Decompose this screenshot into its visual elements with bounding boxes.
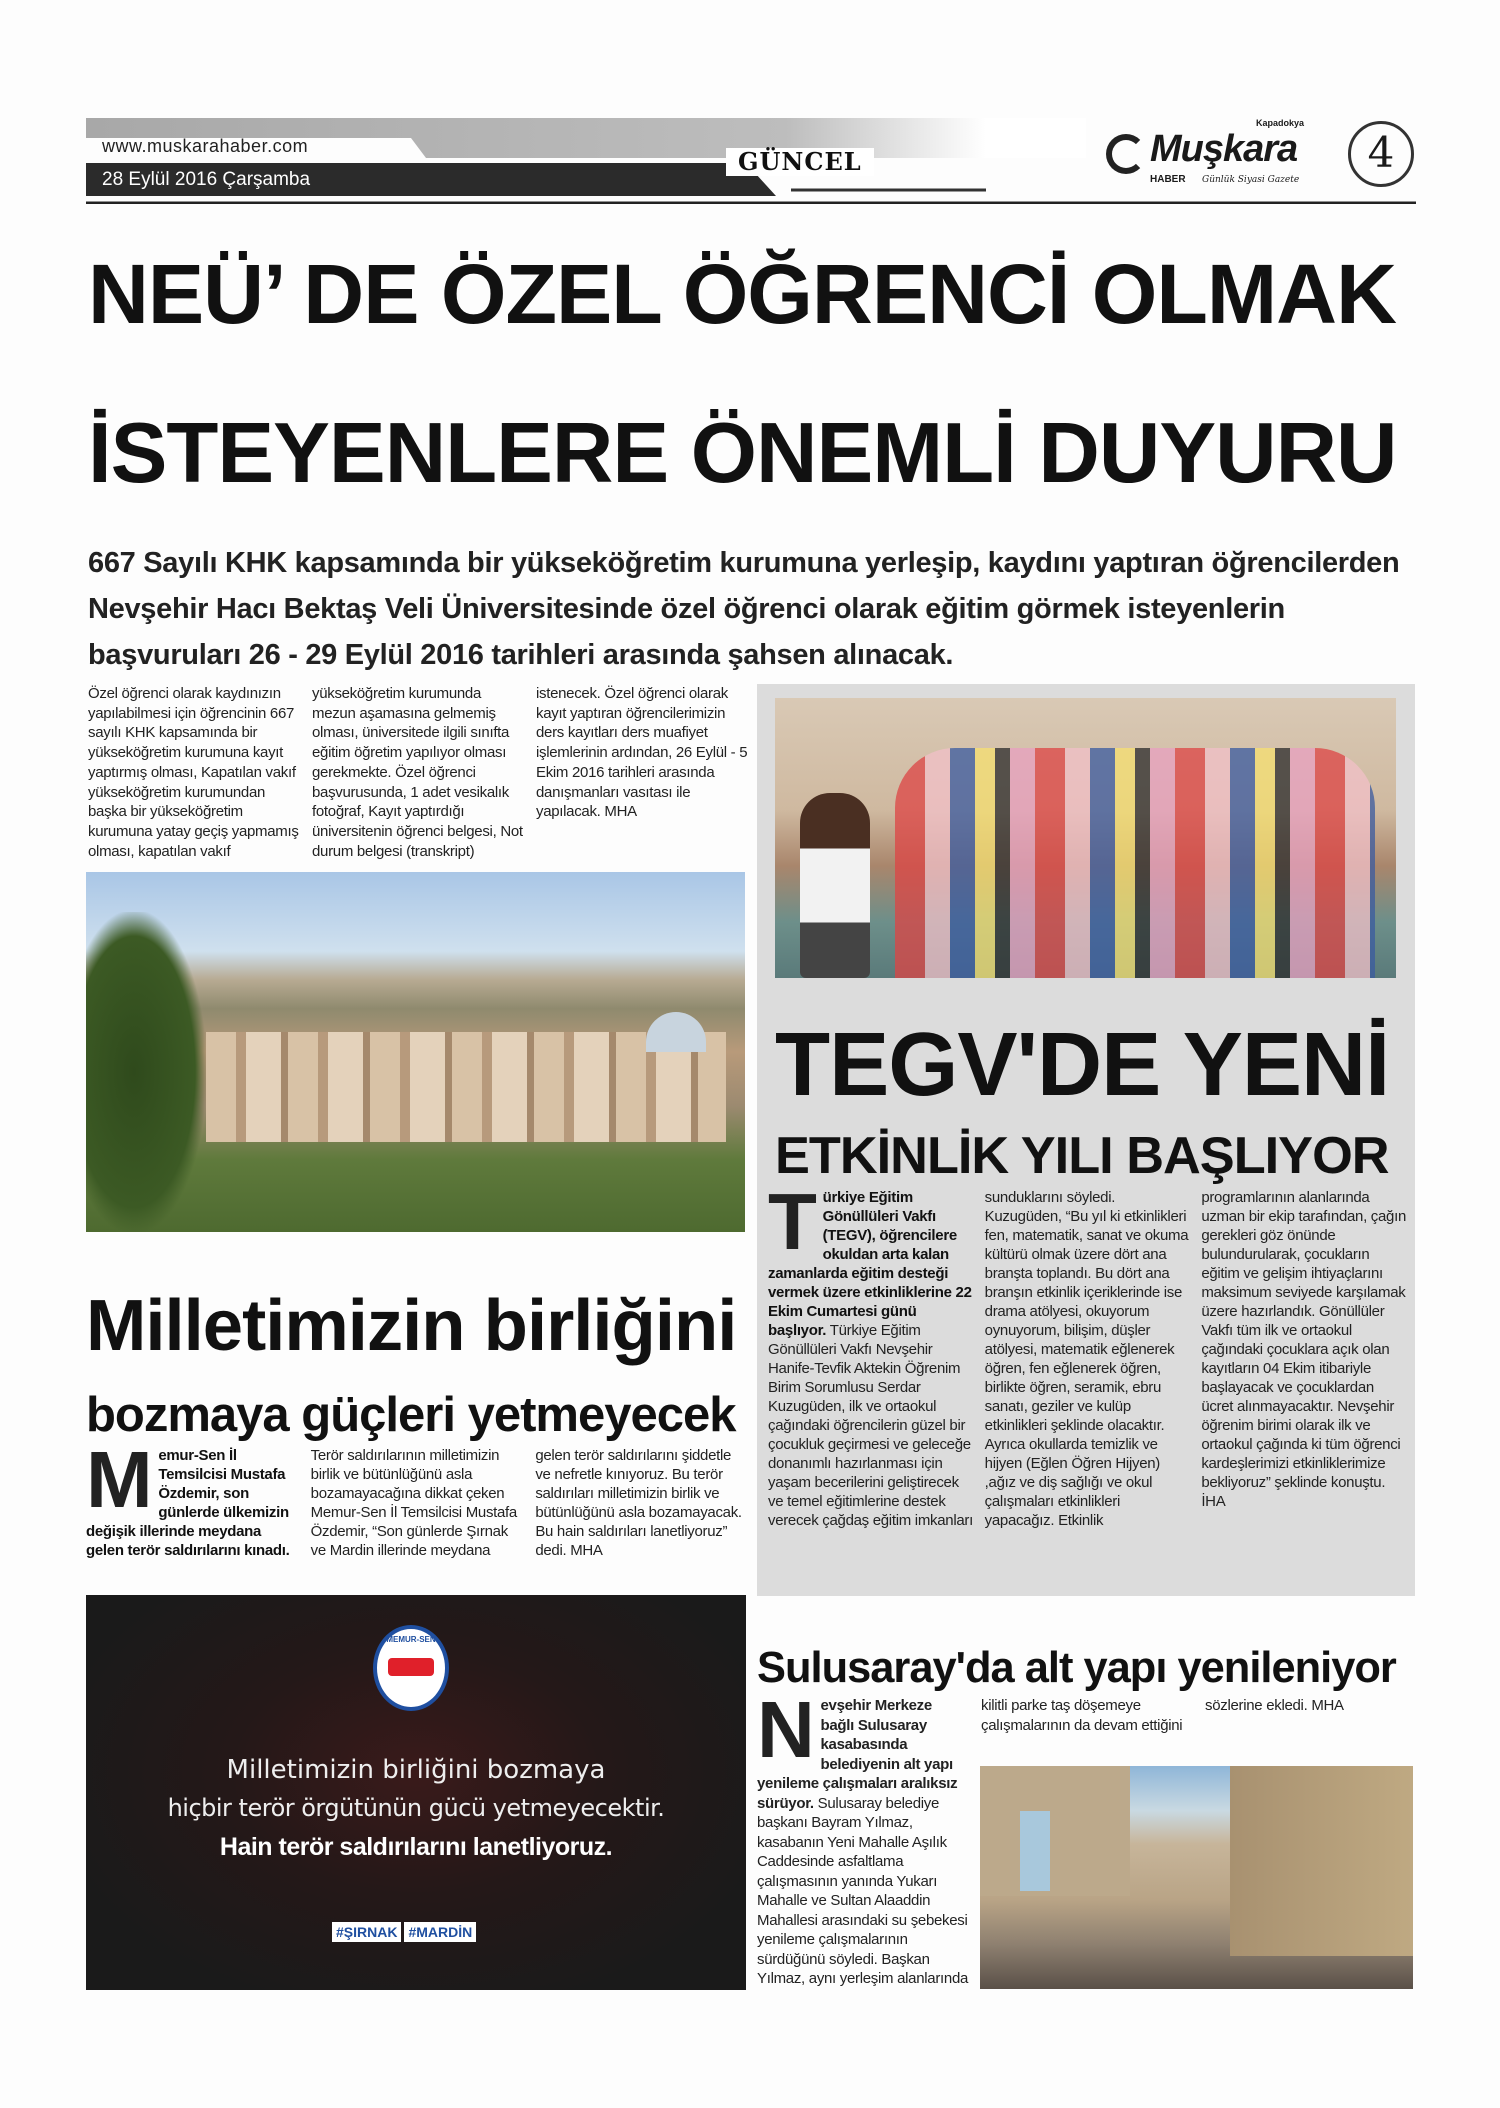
issue-date: 28 Eylül 2016 Çarşamba bbox=[102, 169, 311, 190]
poster-line-2: hiçbir terör örgütünün gücü yetmeyecektir. bbox=[167, 1794, 665, 1822]
memursen-headline-line-1: Milletimizin birliğini bbox=[86, 1284, 737, 1366]
page-number: 4 bbox=[1348, 121, 1414, 187]
sulusaray-body-continued: kilitli parke taş döşemeye çalışmalarının da devam ettiğini sözlerine ekledi. MHA bbox=[981, 1697, 1344, 1734]
logo-small-text: Kapadokya bbox=[1256, 118, 1305, 128]
memursen-headline-line-2: bozmaya güçleri yetmeyecek bbox=[86, 1387, 736, 1442]
memursen-logo bbox=[373, 1625, 449, 1711]
logo-crescent-icon bbox=[1106, 134, 1146, 174]
poster-hashtags bbox=[332, 1922, 476, 1942]
university-campus-photo bbox=[86, 872, 745, 1232]
tegv-drop-cap: T bbox=[768, 1177, 817, 1266]
tegv-body: Türkiye Eğitim Gönüllüleri Vakfı Nevşehir Hanife-Tevfik Aktekin Öğrenim Birim Sorumlusu Serdar Kuzugüden, ilk ve ortaokul çağındaki öğrencilerin güzel bir çocukluk geçirmesi ve geleceğe donanımlı hazırlanması için yaşam becerilerini geliştirecek ve temel eğitimlerine destek verecek çağdaş eğitim imkanları sunduklarını söyledi. Kuzugüden, “Bu yıl ki etkinlikleri fen, matematik, sanat ve okuma kültürü olmak üzere dört ana branşta toplandı. Bu dört ana branşın etkinlik içeriklerinde ise drama atölyesi, okuyorum oynuyorum, bilişim, düşler atölyesi, matematik eğlenerek öğren, fen eğlenerek öğren, birlikte öğren, seramik, ebru sanatı, geziler ve kulüp etkinlikleri şeklinde olacaktır. Ayrıca okullarda temizlik ve hijyen (Eğlen Öğren Hijyen) ,ağız ve diş sağlığı ve okul çalışmaları etkinlikleri yapacağız. Etkinlik programlarının alanlarında uzman bir ekip tarafından, çağın gerekleri göz önünde bulundurularak, çocukların eğitim ve gelişim ihtiyaçlarını maksimum seviyede karşılamak üzere hazırlandık. Gönüllüler Vakfı tüm ilk ve ortaokul çağındaki çocuklara açık olan kayıtların 04 Ekim itibariyle başlayacak ve çocuklardan ücret alınmayacaktır. Nevşehir öğrenim birimi olarak ilk ve ortaokul çağında ki tüm öğrenci kardeşlerimizi etkinliklerimize bekliyoruz” şeklinde konuştu. İHA bbox=[768, 1189, 1407, 1529]
poster-line-3: Hain terör saldırılarını lanetliyoruz. bbox=[219, 1833, 613, 1861]
tegv-headline-line-1: TEGV'DE YENİ bbox=[775, 1013, 1390, 1115]
sulusaray-column-1 bbox=[757, 1685, 969, 1990]
main-subhead: 667 Sayılı KHK kapsamında bir yükseköğretim kurumuna yerleşip, kaydını yaptıran öğrencilerden Nevşehir Hacı Bektaş Veli Üniversitesinde özel öğrenci olarak eğitim görmek isteyenlerin başvuruları 26 - 29 Eylül 2016 tarihleri arasında şahsen alınacak. bbox=[88, 547, 1400, 671]
sulusaray-body: Sulusaray belediye başkanı Bayram Yılmaz, kasabanın Yeni Mahalle Aşılık Caddesinde asfaltlama çalışmasının yanında Yukarı Mahalle ve Sultan Alaaddin Mahallesi arasındaki su şebekesi yenileme çalışmalarının sürdüğünü söyledi. Başkan Yılmaz, aynı yerleşim alanlarında bbox=[757, 1794, 969, 1987]
sulusaray-drop-cap: N bbox=[757, 1685, 815, 1774]
logo-tagline: Günlük Siyasi Gazete bbox=[1202, 175, 1300, 185]
section-label: GÜNCEL bbox=[726, 148, 874, 176]
website-url[interactable]: www.muskarahaber.com bbox=[102, 136, 309, 156]
sulusaray-street-photo bbox=[980, 1766, 1413, 1989]
memursen-body: Terör saldırılarının milletimizin birlik ve bütünlüğünü asla bozamayacağına dikkat çeken Memur-Sen İl Temsilcisi Mustafa Özdemir, “Son günlerde Şırnak ve Mardin illerinde meydana gelen terör saldırılarını şiddetle ve nefretle kınıyoruz. Bu terör saldırıları milletimizin birlik ve bütünlüğünü asla bozamayacak. Bu hain saldırıları lanetliyoruz” dedi. MHA bbox=[310, 1447, 742, 1559]
main-article-body: Özel öğrenci olarak kaydınızın yapılabilmesi için öğrencinin 667 sayılı KHK kapsamında bir yükseköğretim kurumuna kayıt yaptırmış olması, Kapatılan vakıf yükseköğretim kurumundan başka bir yükseköğretim kurumuna yatay geçiş yapmamış olması, kapatılan vakıf yükseköğretim kurumunda mezun aşamasına gelmemiş olması, üniversitede ilgili sınıfta eğitim öğretim yapılıyor olması gerekmekte. Özel öğrenci başvurusunda, 1 adet vesikalık fotoğraf, Kayıt yaptırdığı üniversitenin öğrenci belgesi, Not durum belgesi (transkript) istenecek. Özel öğrenci olarak kayıt yaptıran öğrencilerimizin ders kayıtları ders muafiyet işlemlerinin ardından, 26 Eylül - 5 Ekim 2016 tarihleri arasında danışmanları vasıtası ile yapılacak. MHA bbox=[88, 685, 748, 860]
sulusaray-headline: Sulusaray'da alt yapı yenileniyor bbox=[757, 1643, 1396, 1692]
tegv-children-photo bbox=[775, 698, 1396, 978]
logo-haber: HABER bbox=[1150, 174, 1186, 185]
memursen-article-body bbox=[86, 1435, 748, 1560]
memursen-drop-cap: M bbox=[86, 1435, 153, 1524]
right-wall bbox=[1230, 1766, 1413, 1956]
logo-title: Muşkara bbox=[1150, 128, 1298, 170]
logo bbox=[1106, 118, 1341, 198]
children-group bbox=[895, 748, 1375, 978]
turkey-map-icon bbox=[388, 1658, 434, 1676]
teacher-figure bbox=[800, 793, 870, 978]
blue-door bbox=[1020, 1811, 1050, 1891]
dome bbox=[646, 1012, 706, 1052]
masthead bbox=[86, 118, 1416, 204]
tree-shape bbox=[86, 912, 206, 1232]
tegv-lead: ürkiye Eğitim Gönüllüleri Vakfı (TEGV), öğrencilere okuldan arta kalan zamanlarda eğitim desteği vermek üzere etkinliklerine 22 Ekim Cumartesi günü başlıyor. bbox=[768, 1189, 972, 1339]
tegv-headline-line-2: ETKİNLİK YILI BAŞLIYOR bbox=[775, 1126, 1389, 1185]
memursen-lead: emur-Sen İl Temsilcisi Mustafa Özdemir, son günlerde ülkemizin değişik illerinde meydana gelen terör saldırılarını kınadı. bbox=[86, 1447, 290, 1559]
hashtag-sirnak: #ŞIRNAK bbox=[332, 1922, 401, 1942]
tegv-article-body bbox=[768, 1177, 1408, 1530]
hashtag-mardin: #MARDİN bbox=[404, 1922, 476, 1942]
main-headline-line-1: NEÜ’ DE ÖZEL ÖĞRENCİ OLMAK bbox=[88, 247, 1396, 341]
sulusaray-lead: evşehir Merkeze bağlı Sulusaray kasabasında belediyenin alt yapı yenileme çalışmaları aralıksız sürüyor. bbox=[757, 1697, 958, 1812]
memursen-poster bbox=[86, 1595, 746, 1990]
left-wall bbox=[980, 1766, 1130, 1896]
memursen-logo-text: MEMUR-SEN bbox=[386, 1635, 436, 1644]
main-headline-line-2: İSTEYENLERE ÖNEMLİ DUYURU bbox=[88, 406, 1397, 501]
poster-line-1: Milletimizin birliğini bozmaya bbox=[226, 1755, 606, 1785]
